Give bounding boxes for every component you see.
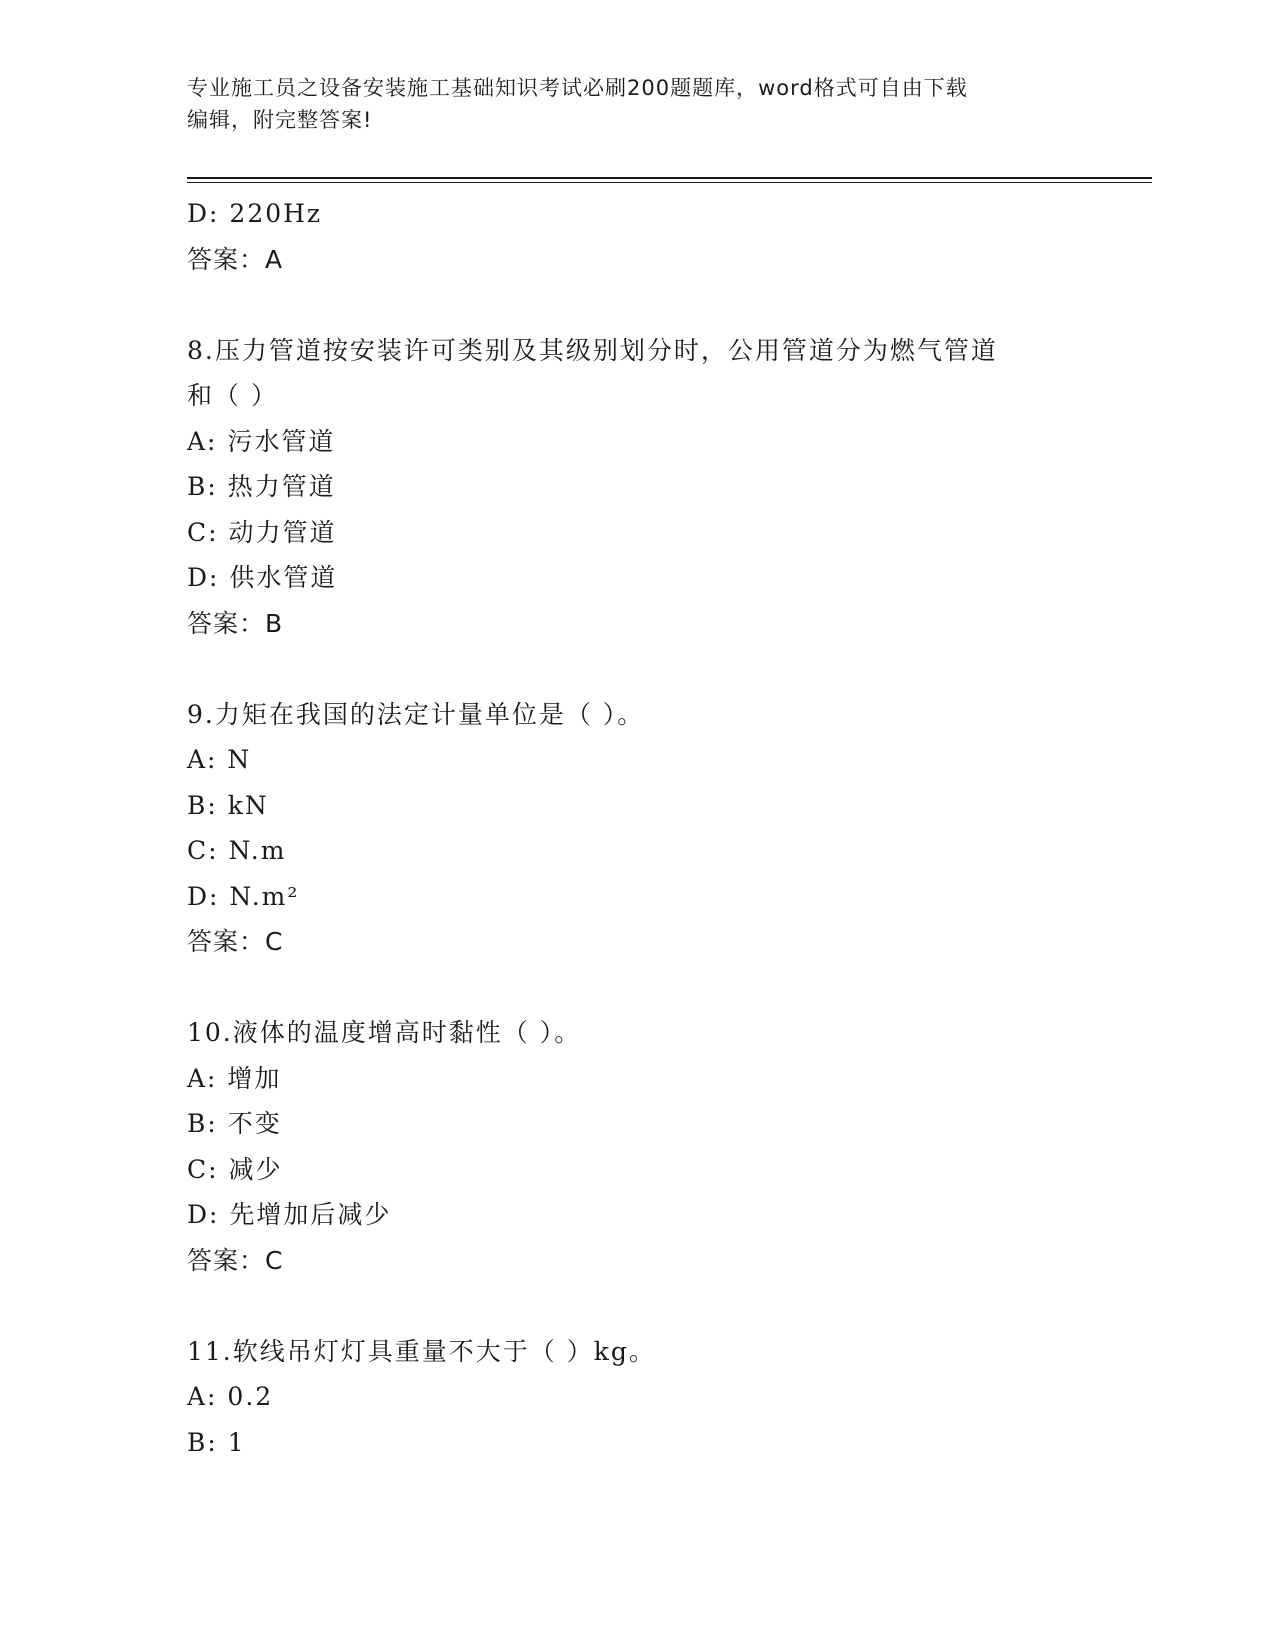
q10-option-d: D: 先增加后减少 — [187, 1200, 392, 1229]
q8-question-line-2: 和（ ） — [187, 381, 278, 410]
spacer — [187, 282, 1087, 328]
q8-option-d: D: 供水管道 — [187, 563, 338, 592]
q11-option-a: A: 0.2 — [187, 1382, 274, 1411]
spacer — [187, 1283, 1087, 1329]
q8-option-b: B: 热力管道 — [187, 472, 336, 501]
q8-option-c: C: 动力管道 — [187, 517, 337, 547]
header-divider-thick — [187, 177, 1152, 179]
q9-question: 9.力矩在我国的法定计量单位是（ ）。 — [187, 699, 645, 729]
question-10 — [187, 1010, 1087, 1283]
document-header — [187, 72, 1067, 136]
header-divider-thin — [187, 182, 1152, 183]
q9-option-d: D: N.m² — [187, 881, 300, 911]
q8-answer: 答案：B — [187, 608, 284, 638]
q7-option-d: D: 220Hz — [187, 199, 323, 228]
q11-question: 11.软线吊灯灯具重量不大于（ ）kg。 — [187, 1336, 656, 1366]
q10-option-c: C: 减少 — [187, 1154, 283, 1184]
q11-option-b: B: 1 — [187, 1427, 246, 1457]
q8-question-line-1: 8.压力管道按安装许可类别及其级别划分时，公用管道分为燃气管道 — [187, 335, 998, 365]
q9-option-c: C: N.m — [187, 836, 287, 865]
question-7 — [187, 191, 1087, 282]
question-8 — [187, 328, 1087, 647]
q9-answer: 答案：C — [187, 927, 284, 956]
question-11 — [187, 1329, 1087, 1466]
q9-option-b: B: kN — [187, 790, 269, 820]
question-list — [187, 191, 1087, 1465]
question-9 — [187, 692, 1087, 965]
q8-option-a: A: 污水管道 — [187, 426, 336, 456]
q9-option-a: A: N — [187, 745, 252, 774]
q10-question: 10.液体的温度增高时黏性（ ）。 — [187, 1018, 582, 1047]
spacer — [187, 646, 1087, 692]
q10-answer: 答案：C — [187, 1245, 284, 1275]
q10-option-b: B: 不变 — [187, 1109, 282, 1138]
q7-answer: 答案：A — [187, 244, 284, 274]
header-title-line-1: 专业施工员之设备安装施工基础知识考试必刷200题题库，word格式可自由下载 — [187, 76, 968, 100]
q10-option-a: A: 增加 — [187, 1063, 282, 1093]
header-title-line-2: 编辑，附完整答案! — [187, 108, 373, 132]
spacer — [187, 965, 1087, 1011]
